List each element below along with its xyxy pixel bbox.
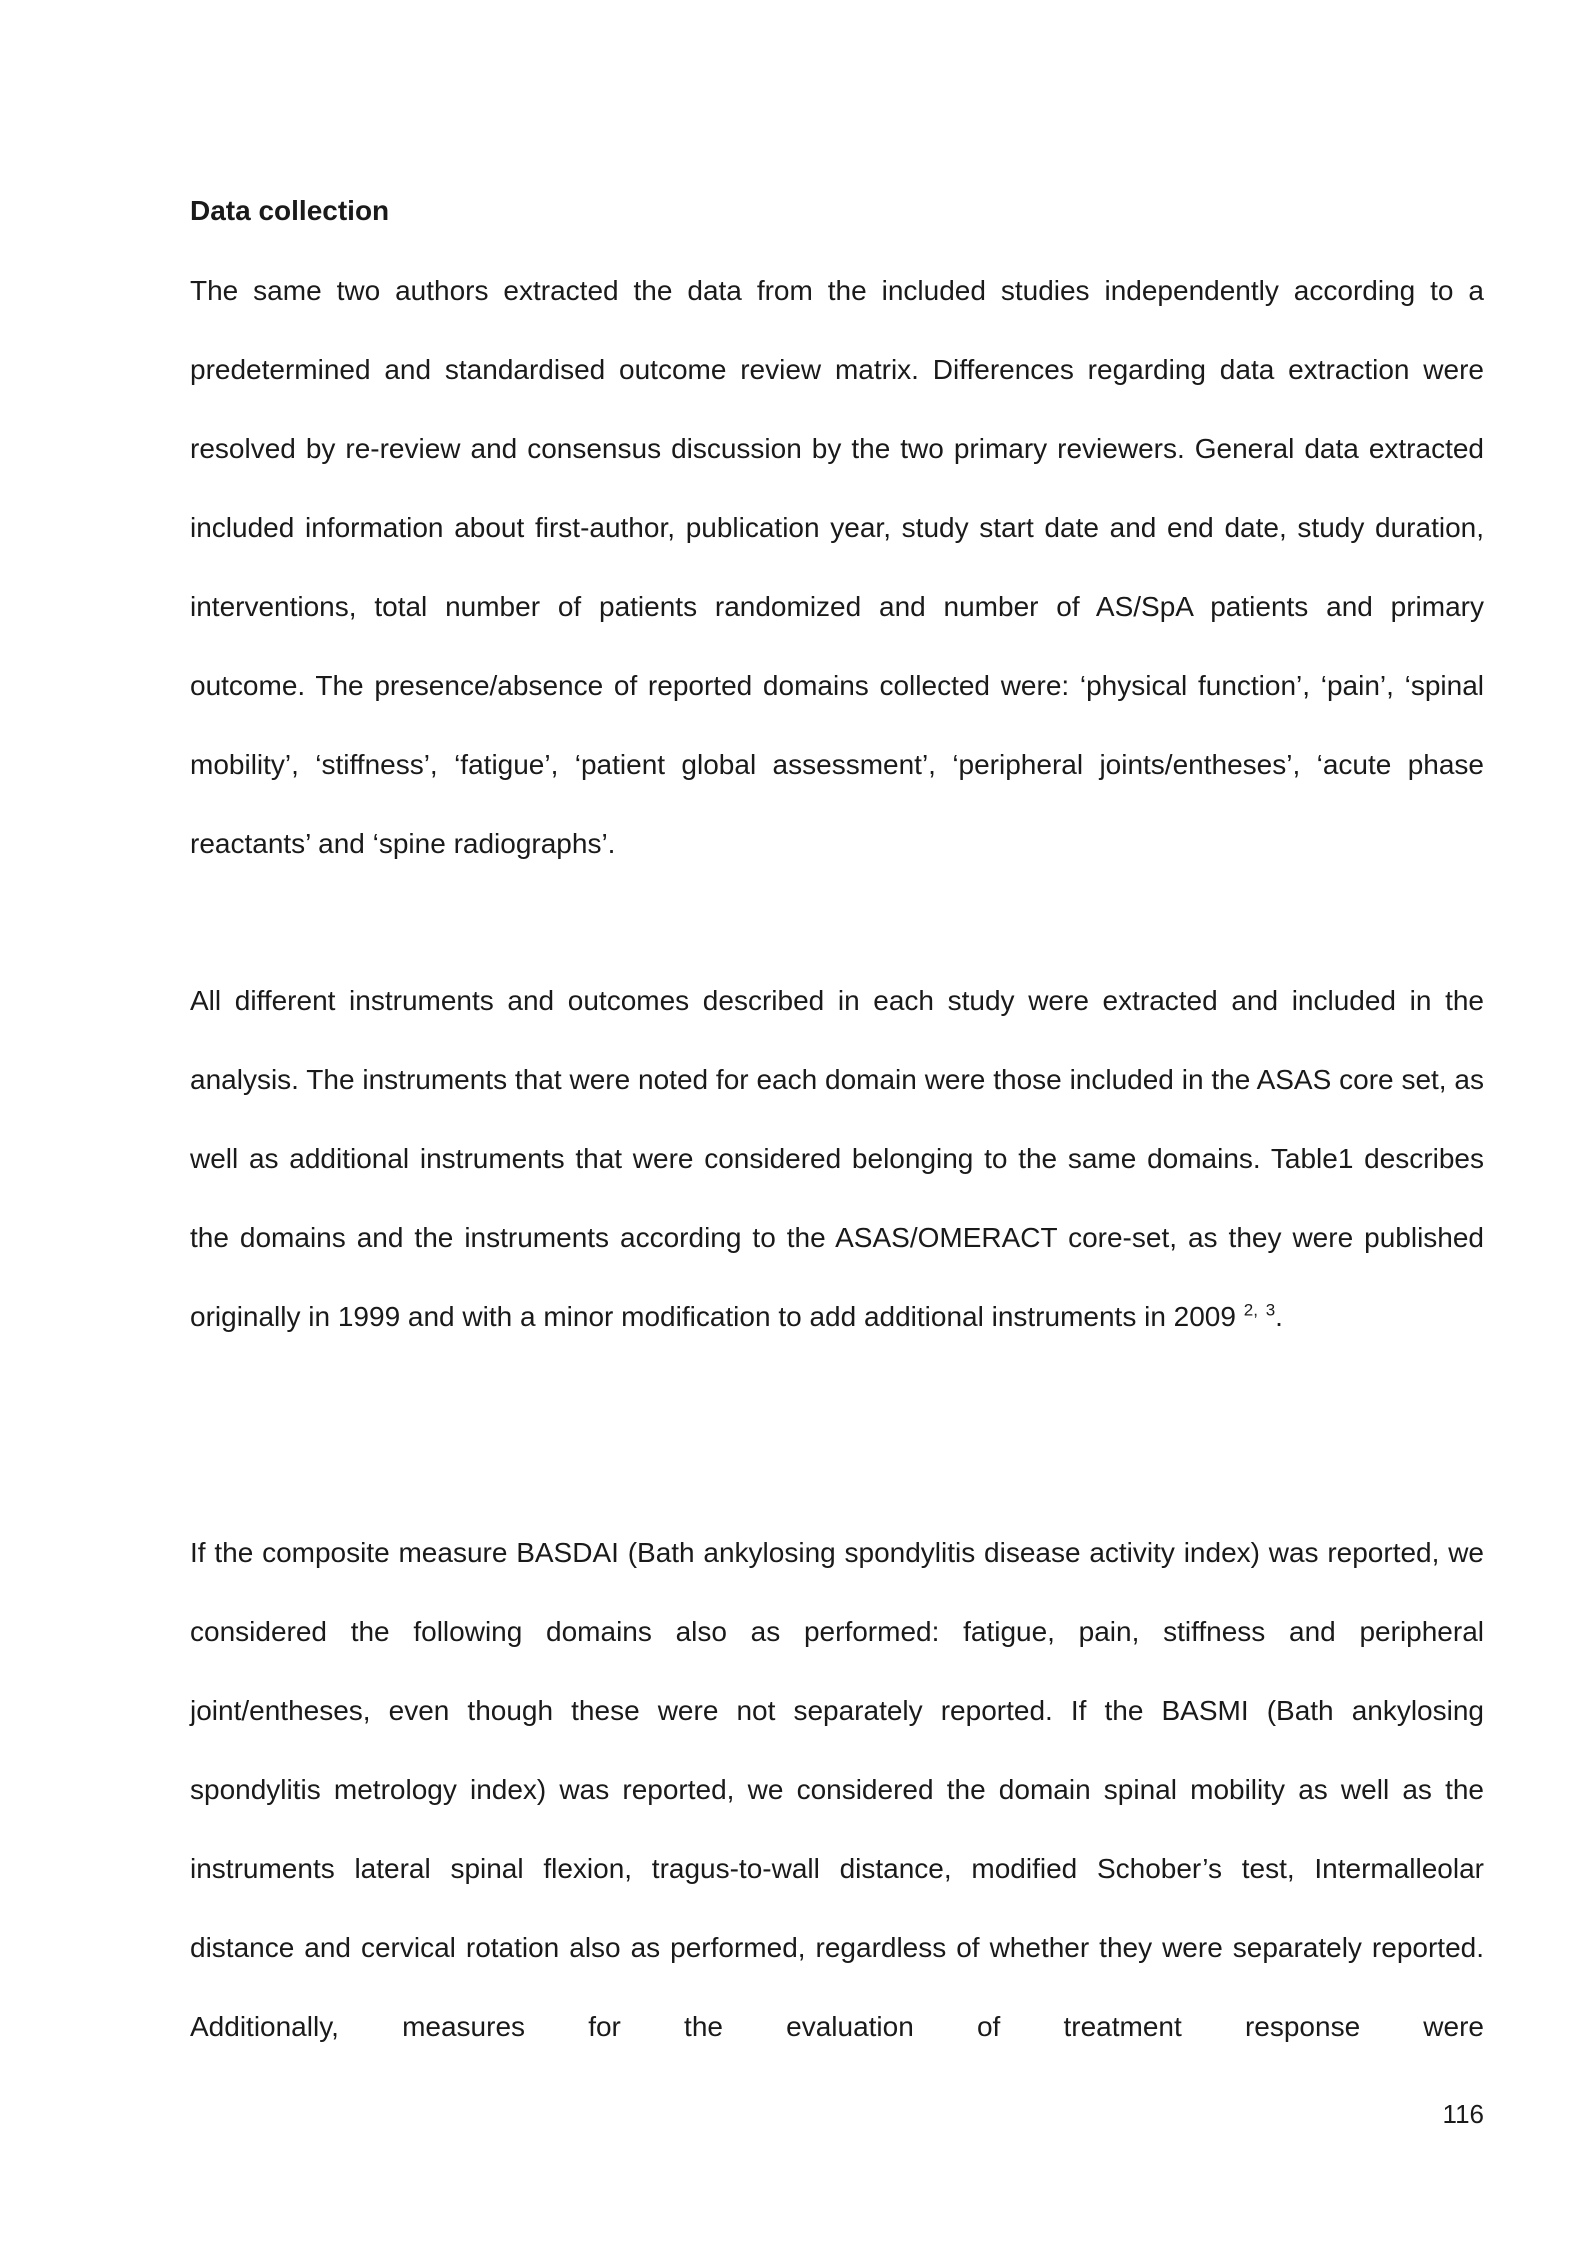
citation-superscript: 2,: [1243, 1300, 1258, 1320]
citation-superscript: 3: [1265, 1300, 1276, 1320]
paragraph-composite-measures: [190, 1513, 1484, 2066]
paragraph-instruments: [190, 961, 1484, 1356]
paragraph-text: If the composite measure BASDAI (Bath ankylosing spondylitis disease activity index) was reported, we considered the following domains also as performed: fatigue, pain, stiffness and peripheral joint/entheses, even though these were not separately reported. If the BASMI (Bath ankylosing spondylitis metrology index) was reported, we considered the domain spinal mobility as well as the instruments lateral spinal flexion, tragus-to-wall distance, modified Schober’s test, Intermalleolar distance and cervical rotation also as performed, regardless of whether they were separately reported. Additionally, measures for the evaluation of treatment response were: [190, 1537, 1484, 2042]
paragraph-text: All different instruments and outcomes described in each study were extracted and included in the analysis. The instruments that were noted for each domain were those included in the ASAS core set, as well as additional instruments that were considered belonging to the same domains. Table1 describes the domains and the instruments according to the ASAS/OMERACT core-set, as they were published originally in 1999 and with a minor modification to add additional instruments in 2009: [190, 985, 1484, 1332]
paragraph-text: The same two authors extracted the data from the included studies independently according to a predetermined and standardised outcome review matrix. Differences regarding data extraction were resolved by re-review and consensus discussion by the two primary reviewers. General data extracted included information about first-author, publication year, study start date and end date, study duration, interventions, total number of patients randomized and number of AS/SpA patients and primary outcome. The presence/absence of reported domains collected were: ‘physical function’, ‘pain’, ‘spinal mobility’, ‘stiffness’, ‘fatigue’, ‘patient global assessment’, ‘peripheral joints/entheses’, ‘acute phase reactants’ and ‘spine radiographs’.: [190, 275, 1484, 859]
paragraph-data-extraction: [190, 251, 1484, 883]
paragraph-text-with-citation: [190, 961, 1484, 1356]
section-heading: Data collection: [190, 195, 390, 226]
page-number: 116: [1442, 2099, 1484, 2129]
sentence-end: .: [1275, 1301, 1283, 1332]
